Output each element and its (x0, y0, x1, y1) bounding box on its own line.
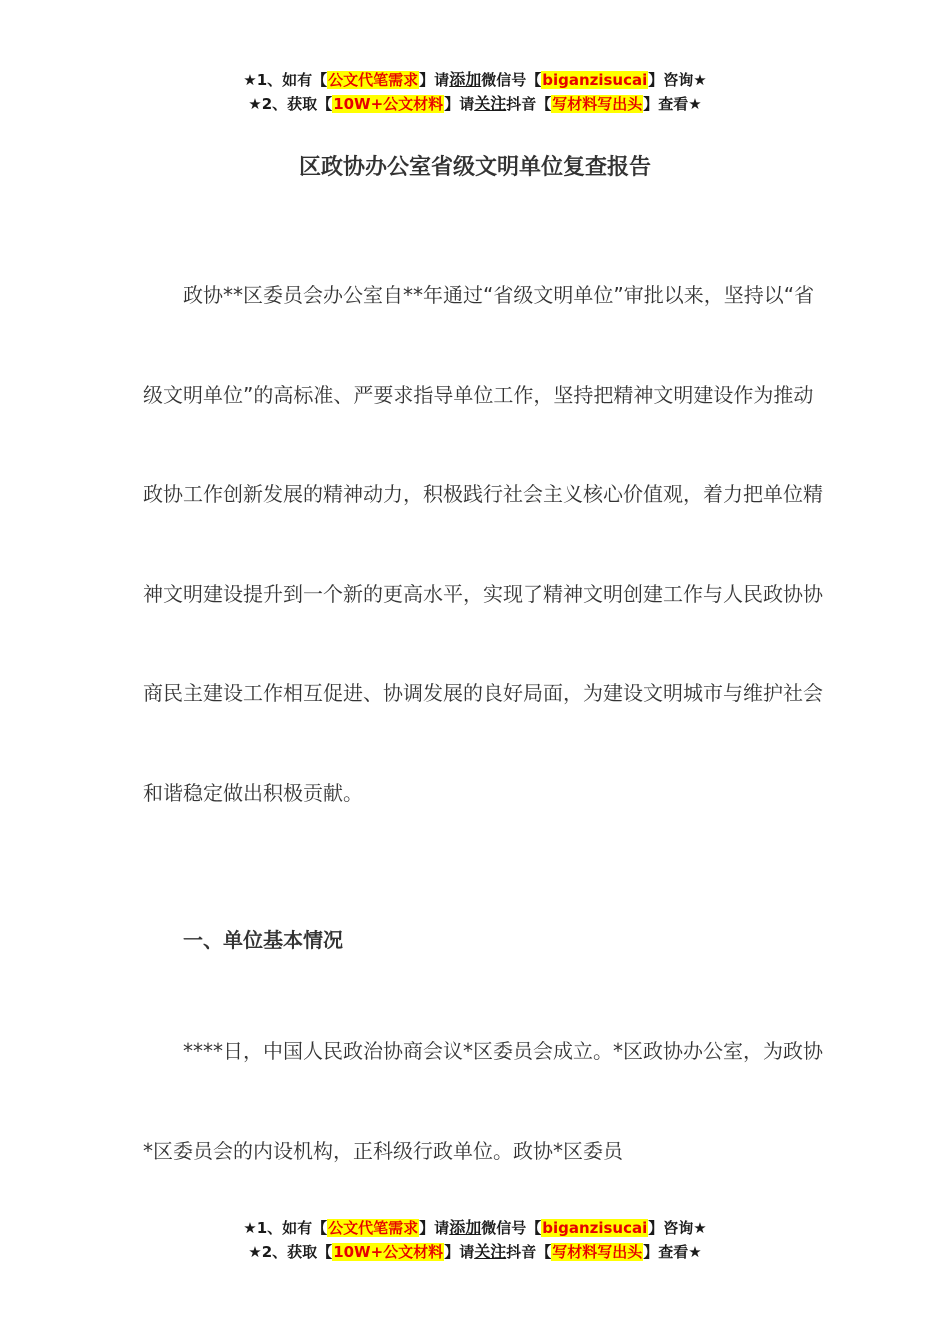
promo-banner-bottom (0, 1216, 950, 1264)
paragraph-intro: 政协**区委员会办公室自**年通过“省级文明单位”审批以来，坚持以“省级文明单位”的高标准、严要求指导单位工作，坚持把精神文明建设作为推动政协工作创新发展的精神动力，积极践行社会主义核心价值观，着力把单位精神文明建设提升到一个新的更高水平，实现了精神文明创建工作与人民政协协商民主建设工作相互促进、协调发展的良好局面，为建设文明城市与维护社会和谐稳定做出积极贡献。 (143, 283, 823, 805)
highlight-wechat-id: biganzisucai (542, 1219, 648, 1237)
section-heading: 一、单位基本情况 (183, 928, 343, 952)
highlight-service: 公文代笔需求 (328, 71, 419, 89)
highlight-douyin-id: 写材料写出头 (552, 1243, 643, 1261)
promo-line-2: ★2、获取【10W+公文材料】请关注抖音【写材料写出头】查看★ (248, 1242, 702, 1261)
promo-banner-top (0, 68, 950, 116)
highlight-service: 公文代笔需求 (328, 1219, 419, 1237)
highlight-douyin-id: 写材料写出头 (552, 95, 643, 113)
paragraph-basic-info: ****日，中国人民政治协商会议*区委员会成立。*区政协办公室，为政协*区委员会的内设机构，正科级行政单位。政协*区委员 (143, 1039, 823, 1163)
highlight-materials: 10W+公文材料 (333, 95, 444, 113)
highlight-wechat-id: biganzisucai (542, 71, 648, 89)
promo-line-1: ★1、如有【公文代笔需求】请添加微信号【biganzisucai】咨询★ (243, 1218, 707, 1237)
promo-line-1: ★1、如有【公文代笔需求】请添加微信号【biganzisucai】咨询★ (243, 70, 707, 89)
promo-line-2: ★2、获取【10W+公文材料】请关注抖音【写材料写出头】查看★ (248, 94, 702, 113)
highlight-materials: 10W+公文材料 (333, 1243, 444, 1261)
document-title: 区政协办公室省级文明单位复查报告 (298, 155, 651, 180)
